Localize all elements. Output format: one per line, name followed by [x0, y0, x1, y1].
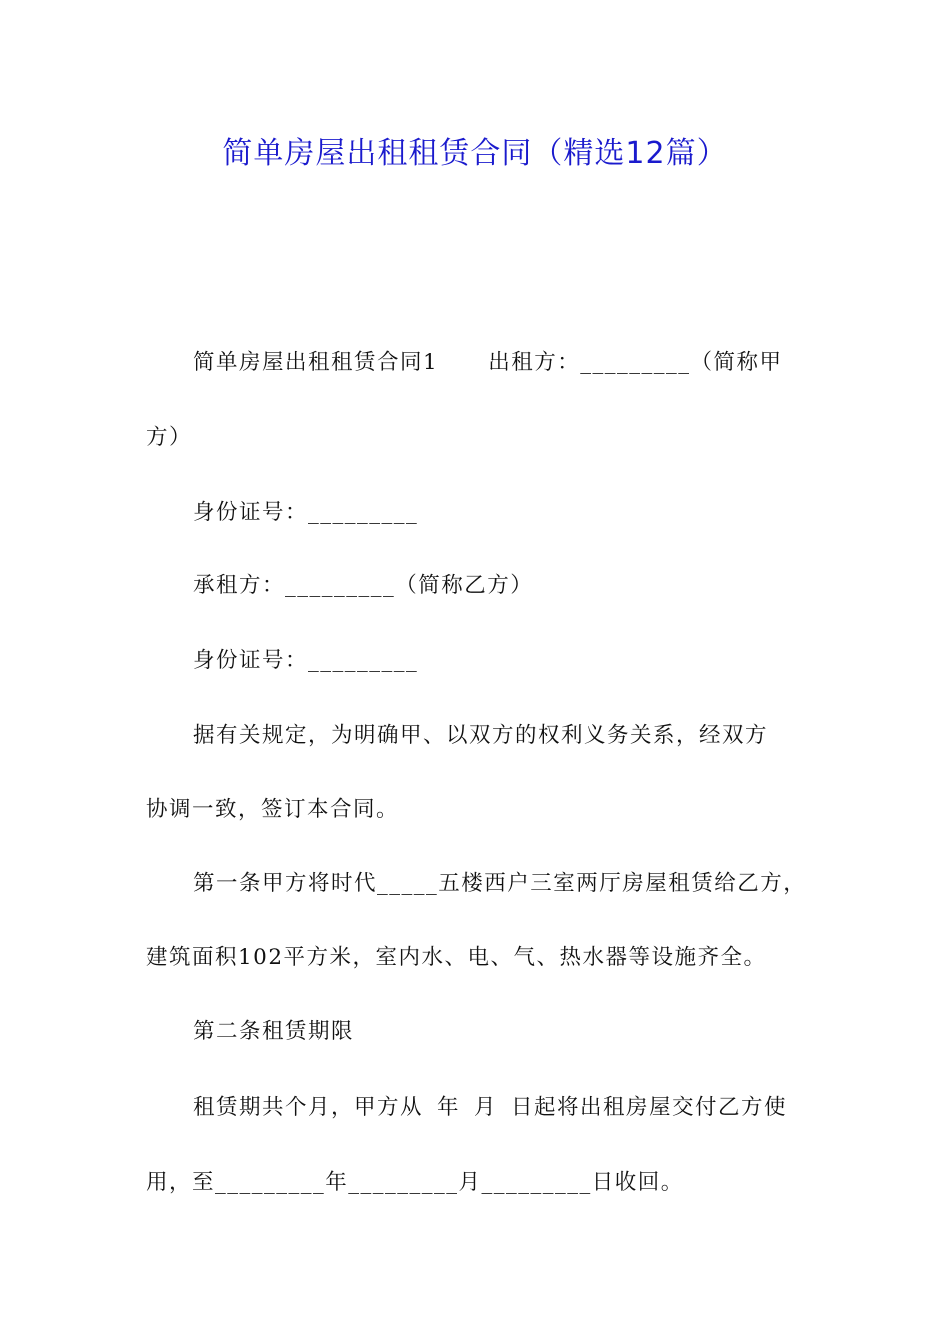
paragraph-line: [193, 345, 782, 376]
article-heading: 第二条租赁期限: [193, 1019, 355, 1044]
lease-term-text: 租赁期共个月，甲方从: [193, 1095, 424, 1120]
paragraph-line: [193, 1090, 787, 1121]
paragraph-line: 据有关规定，为明确甲、以双方的权利义务关系，经双方: [193, 723, 769, 748]
contract-heading: 简单房屋出租租赁合同1: [193, 350, 439, 375]
paragraph-line: 建筑面积102平方米，室内水、电、气、热水器等设施齐全。: [146, 945, 767, 970]
day-label: 日起将出租房屋交付乙方使: [511, 1095, 788, 1120]
paragraph-line: 用，至_________年_________月_________日收回。: [146, 1170, 684, 1195]
month-label: 月: [474, 1095, 498, 1120]
year-label: 年: [437, 1095, 461, 1120]
lessee-id-line: 身份证号：_________: [193, 648, 419, 673]
lessor-id-line: 身份证号：_________: [193, 500, 419, 525]
lessor-label: 出租方：_________（简称甲: [488, 350, 783, 375]
paragraph-line: 方）: [146, 425, 193, 450]
paragraph-line: 第一条甲方将时代_____五楼西户三室两厅房屋租赁给乙方，: [193, 871, 807, 896]
lessee-line: 承租方：_________（简称乙方）: [193, 573, 534, 598]
document-title: 简单房屋出租租赁合同（精选12篇）: [222, 136, 728, 171]
paragraph-line: 协调一致，签订本合同。: [146, 797, 400, 822]
